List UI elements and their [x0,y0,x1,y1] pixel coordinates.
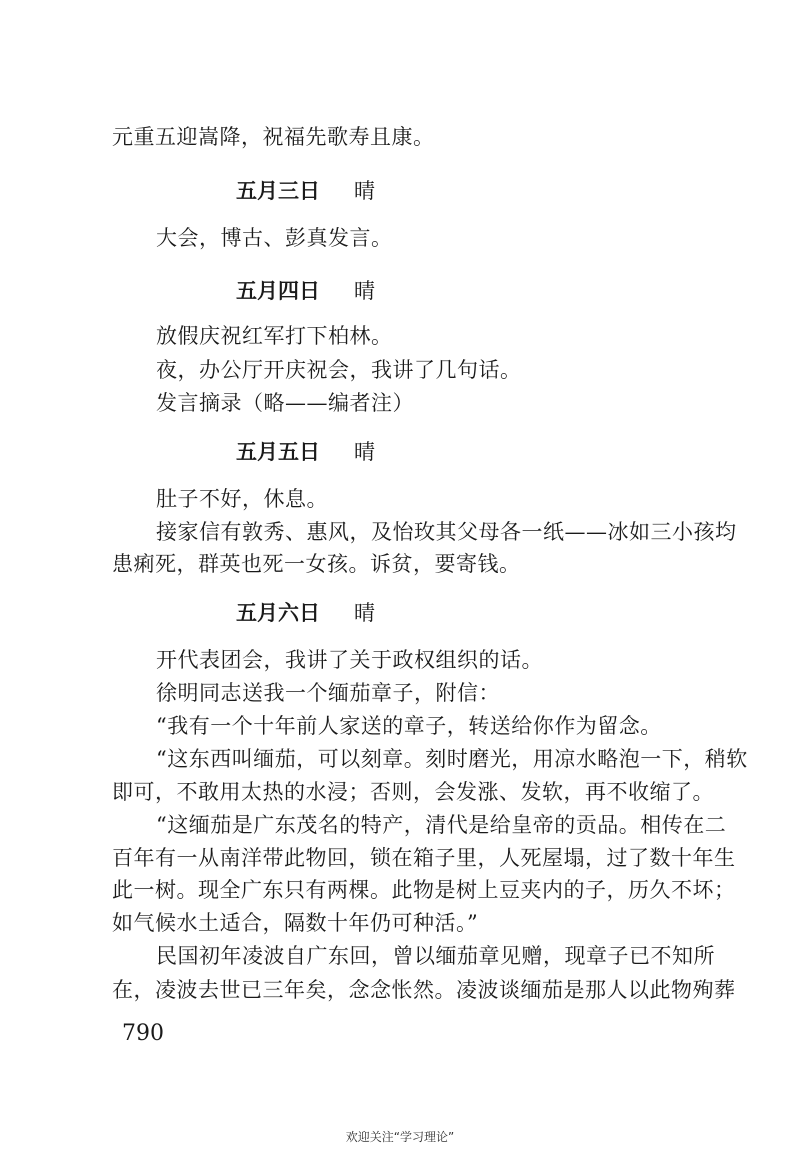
entry-date-heading [236,177,375,205]
text-line: 百年有一从南洋带此物回，锁在箱子里，人死屋塌，过了数十年生 [112,846,736,870]
text-line: 民国初年凌波自广东回，曾以缅茄章见赠，现章子已不知所 [156,944,715,968]
text-line: 放假庆祝红军打下柏林。 [156,324,393,348]
entry-date: 五月三日 [236,179,320,203]
entry-weather: 晴 [354,440,375,464]
text-line: 大会，博古、彭真发言。 [156,226,393,250]
text-line: 徐明同志送我一个缅茄章子，附信： [156,681,500,705]
text-line: 接家信有敦秀、惠风，及怡玫其父母各一纸——冰如三小孩均 [156,520,737,544]
entry-date-heading [236,438,375,466]
text-line: 即可，不敢用太热的水浸；否则，会发涨、发软，再不收缩了。 [112,780,714,804]
text-line: “我有一个十年前人家送的章子，转送给你作为留念。 [156,714,662,738]
entry-weather: 晴 [354,179,375,203]
text-line: “这缅茄是广东茂名的特产，清代是给皇帝的贡品。相传在二 [156,813,727,837]
text-line: 发言摘录（略——编者注） [156,391,414,415]
page-number: 790 [122,1021,164,1046]
entry-date-heading [236,599,375,627]
entry-weather: 晴 [354,279,375,303]
text-line: 肚子不好，休息。 [156,487,328,511]
text-line: 开代表团会，我讲了关于政权组织的话。 [156,648,543,672]
entry-weather: 晴 [354,601,375,625]
text-line: “这东西叫缅茄，可以刻章。刻时磨光，用凉水略泡一下，稍软 [156,747,748,771]
text-line: 如气候水土适合，隔数十年仍可种活。” [112,911,479,935]
entry-date: 五月六日 [236,601,320,625]
entry-date: 五月五日 [236,440,320,464]
text-line: 在，凌波去世已三年矣，念念怅然。凌波谈缅茄是那人以此物殉葬 [112,978,736,1002]
text-line: 患痢死，群英也死一女孩。诉贫，要寄钱。 [112,552,521,576]
text-line: 此一树。现全广东只有两棵。此物是树上豆夹内的子，历久不坏； [112,878,736,902]
footer-caption: 欢迎关注“学习理论” [345,1130,455,1144]
entry-date: 五月四日 [236,279,320,303]
entry-date-heading [236,277,375,305]
text-line: 元重五迎嵩降，祝福先歌寿且康。 [112,125,435,149]
text-line: 夜，办公厅开庆祝会，我讲了几句话。 [156,358,522,382]
